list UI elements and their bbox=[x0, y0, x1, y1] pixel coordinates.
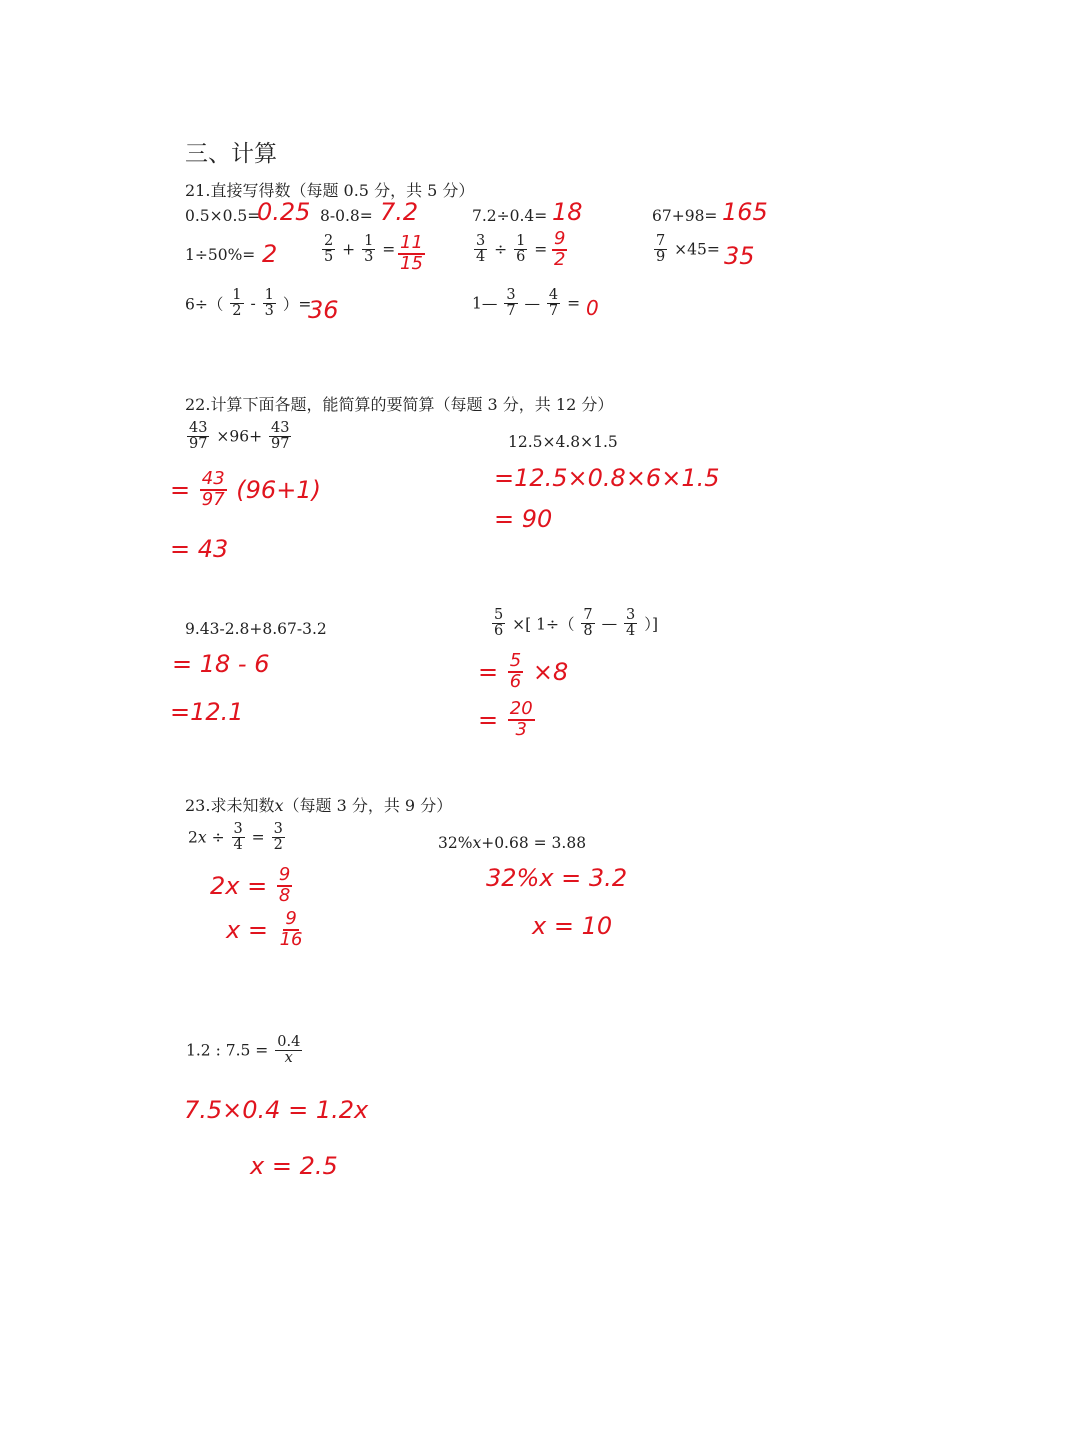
section-title: 三、计算 bbox=[185, 141, 277, 167]
q21-answer-5: 2 bbox=[262, 240, 278, 268]
q21-answer-8: 35 bbox=[724, 242, 755, 270]
q21-answer-9: 36 bbox=[308, 296, 339, 324]
q23-p3-step-1: 7.5×0.4 = 1.2x bbox=[184, 1096, 369, 1124]
q22-p2-step-2: = 90 bbox=[494, 505, 553, 533]
q22-problem-2: 12.5×4.8×1.5 bbox=[508, 433, 618, 451]
q22-heading: 22.计算下面各题，能简算的要简算（每题 3 分，共 12 分） bbox=[185, 395, 614, 414]
q21-answer-1: 0.25 bbox=[257, 198, 311, 226]
q22-p2-step-1: =12.5×0.8×6×1.5 bbox=[494, 464, 720, 492]
q22-p4-step-1: = $\frac{5}{6}$ ×8 bbox=[478, 650, 569, 692]
q23-p2-step-2: x = 10 bbox=[532, 912, 613, 940]
q21-answer-10: 0 bbox=[586, 296, 599, 320]
q21-answer-4: 165 bbox=[722, 198, 768, 226]
q23-p1-step-1: 2x = $\frac{9}{8}$ bbox=[210, 864, 291, 906]
q23-problem-1: 2x ÷ $\frac{3}{4}$ = $\frac{3}{2}$ bbox=[188, 821, 283, 854]
q23-p1-step-2: x = $\frac{9}{16}$ bbox=[226, 908, 303, 950]
q21-answer-6: $\frac{11}{15}$ bbox=[400, 232, 423, 274]
q21-item-6: $\frac{2}{5}$ + $\frac{1}{3}$ = bbox=[324, 233, 396, 266]
q21-item-9: 6÷（ $\frac{1}{2}$ - $\frac{1}{3}$ ）= bbox=[185, 287, 312, 320]
q22-p3-step-2: =12.1 bbox=[170, 698, 244, 726]
q23-problem-3: 1.2 : 7.5 = $\frac{0.4}{x}$ bbox=[186, 1034, 301, 1067]
q21-item-5: 1÷50%= bbox=[185, 246, 256, 264]
q21-answer-7: $\frac{9}{2}$ bbox=[554, 228, 566, 270]
q21-item-7: $\frac{3}{4}$ ÷ $\frac{1}{6}$ = bbox=[476, 233, 548, 266]
q21-item-2: 8-0.8= bbox=[320, 207, 373, 225]
q22-p4-step-2: = $\frac{20}{3}$ bbox=[478, 698, 533, 740]
q23-heading: 23.求未知数x（每题 3 分，共 9 分） bbox=[185, 796, 453, 815]
q21-item-1: 0.5×0.5= bbox=[185, 207, 261, 225]
q23-p3-step-2: x = 2.5 bbox=[250, 1152, 338, 1180]
q22-problem-3: 9.43-2.8+8.67-3.2 bbox=[185, 620, 327, 638]
q22-p3-step-1: = 18 - 6 bbox=[172, 650, 270, 678]
q21-item-10: 1— $\frac{3}{7}$ — $\frac{4}{7}$ = bbox=[472, 287, 581, 320]
q21-item-8: $\frac{7}{9}$ ×45= bbox=[656, 233, 720, 266]
q21-item-4: 67+98= bbox=[652, 207, 718, 225]
q23-problem-2: 32%x+0.68 = 3.88 bbox=[438, 834, 587, 852]
q21-answer-2: 7.2 bbox=[380, 198, 419, 226]
q23-p2-step-1: 32%x = 3.2 bbox=[486, 864, 628, 892]
q21-heading: 21.直接写得数（每题 0.5 分，共 5 分） bbox=[185, 181, 475, 200]
q22-problem-4: $\frac{5}{6}$ ×[ 1÷（ $\frac{7}{8}$ — $\frac{3}{4}$ ）] bbox=[494, 607, 659, 640]
q22-p1-step-2: = 43 bbox=[170, 535, 229, 563]
q22-problem-1: $\frac{43}{97}$ ×96+ $\frac{43}{97}$ bbox=[189, 420, 290, 453]
q22-p1-step-1: = $\frac{43}{97}$ (96+1) bbox=[170, 468, 321, 510]
q21-item-3: 7.2÷0.4= bbox=[472, 207, 548, 225]
q21-answer-3: 18 bbox=[552, 198, 583, 226]
